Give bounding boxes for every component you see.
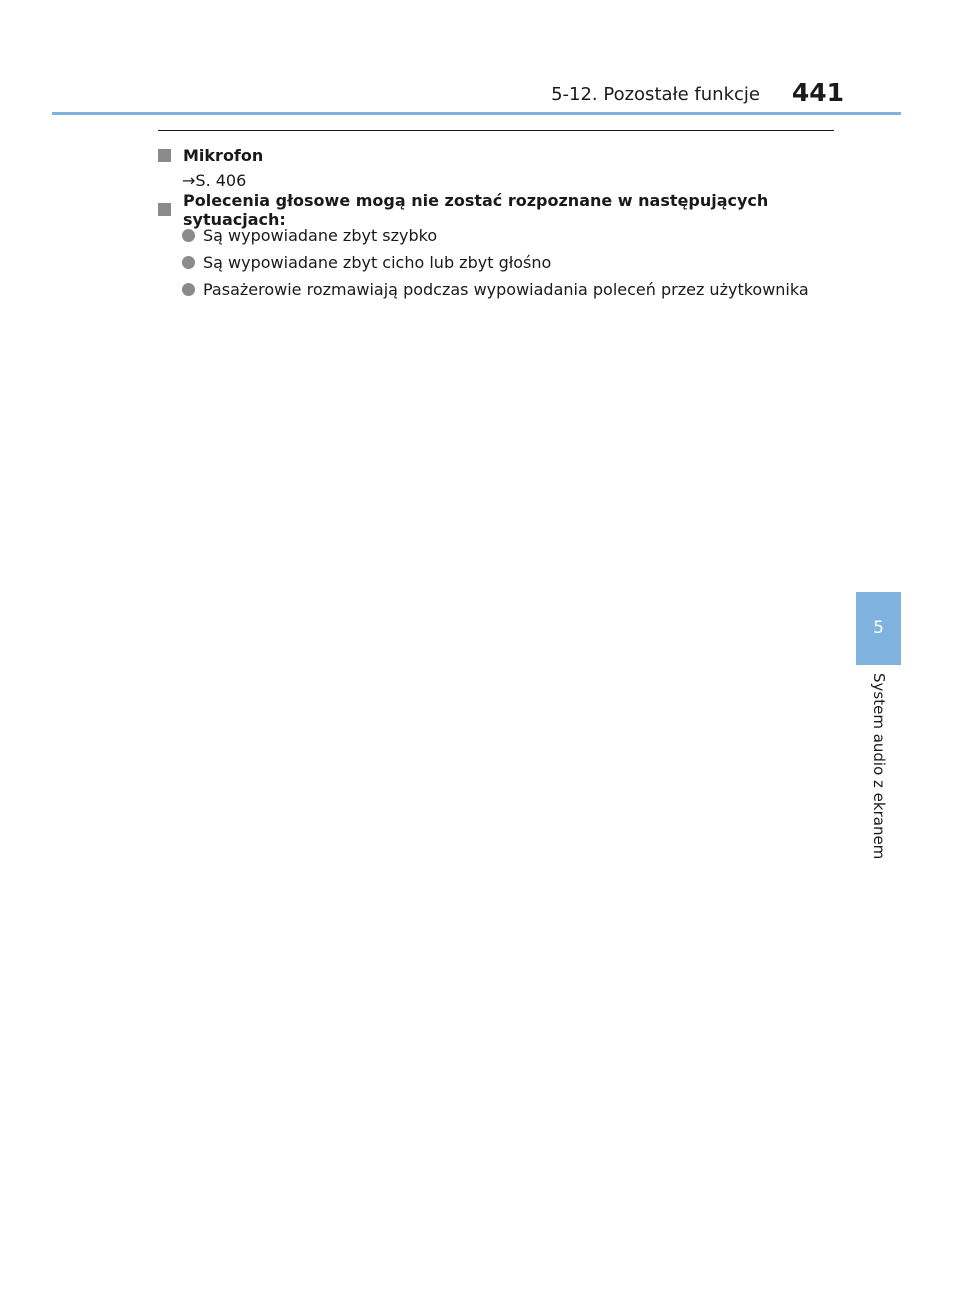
content-top-rule bbox=[158, 130, 834, 131]
square-bullet-icon bbox=[158, 203, 171, 216]
chapter-tab-label: System audio z ekranem bbox=[870, 673, 888, 860]
section-heading-voice-commands bbox=[158, 190, 848, 229]
round-bullet-icon bbox=[182, 256, 195, 269]
list-item-text: Są wypowiadane zbyt cicho lub zbyt głośno bbox=[203, 253, 552, 272]
section-heading-text: Mikrofon bbox=[183, 146, 264, 165]
list-item-text: Są wypowiadane zbyt szybko bbox=[203, 226, 438, 245]
page-number: 441 bbox=[791, 78, 844, 107]
page-content bbox=[158, 140, 848, 303]
section-heading-microphone bbox=[158, 143, 848, 168]
square-bullet-icon bbox=[158, 149, 171, 162]
list-item bbox=[182, 276, 848, 303]
list-item-text: Pasażerowie rozmawiają podczas wypowiadania poleceń przez użytkownika bbox=[203, 280, 809, 299]
header-section-title: 5-12. Pozostałe funkcje bbox=[551, 84, 760, 105]
header-rule bbox=[52, 112, 901, 115]
chapter-tab-number: 5 bbox=[873, 618, 884, 638]
round-bullet-icon bbox=[182, 229, 195, 242]
section-heading-text: Polecenia głosowe mogą nie zostać rozpoznane w następujących sytuacjach: bbox=[183, 190, 769, 229]
list-item bbox=[182, 249, 848, 276]
round-bullet-icon bbox=[182, 283, 195, 296]
page-reference-link[interactable]: →S. 406 bbox=[182, 171, 247, 190]
